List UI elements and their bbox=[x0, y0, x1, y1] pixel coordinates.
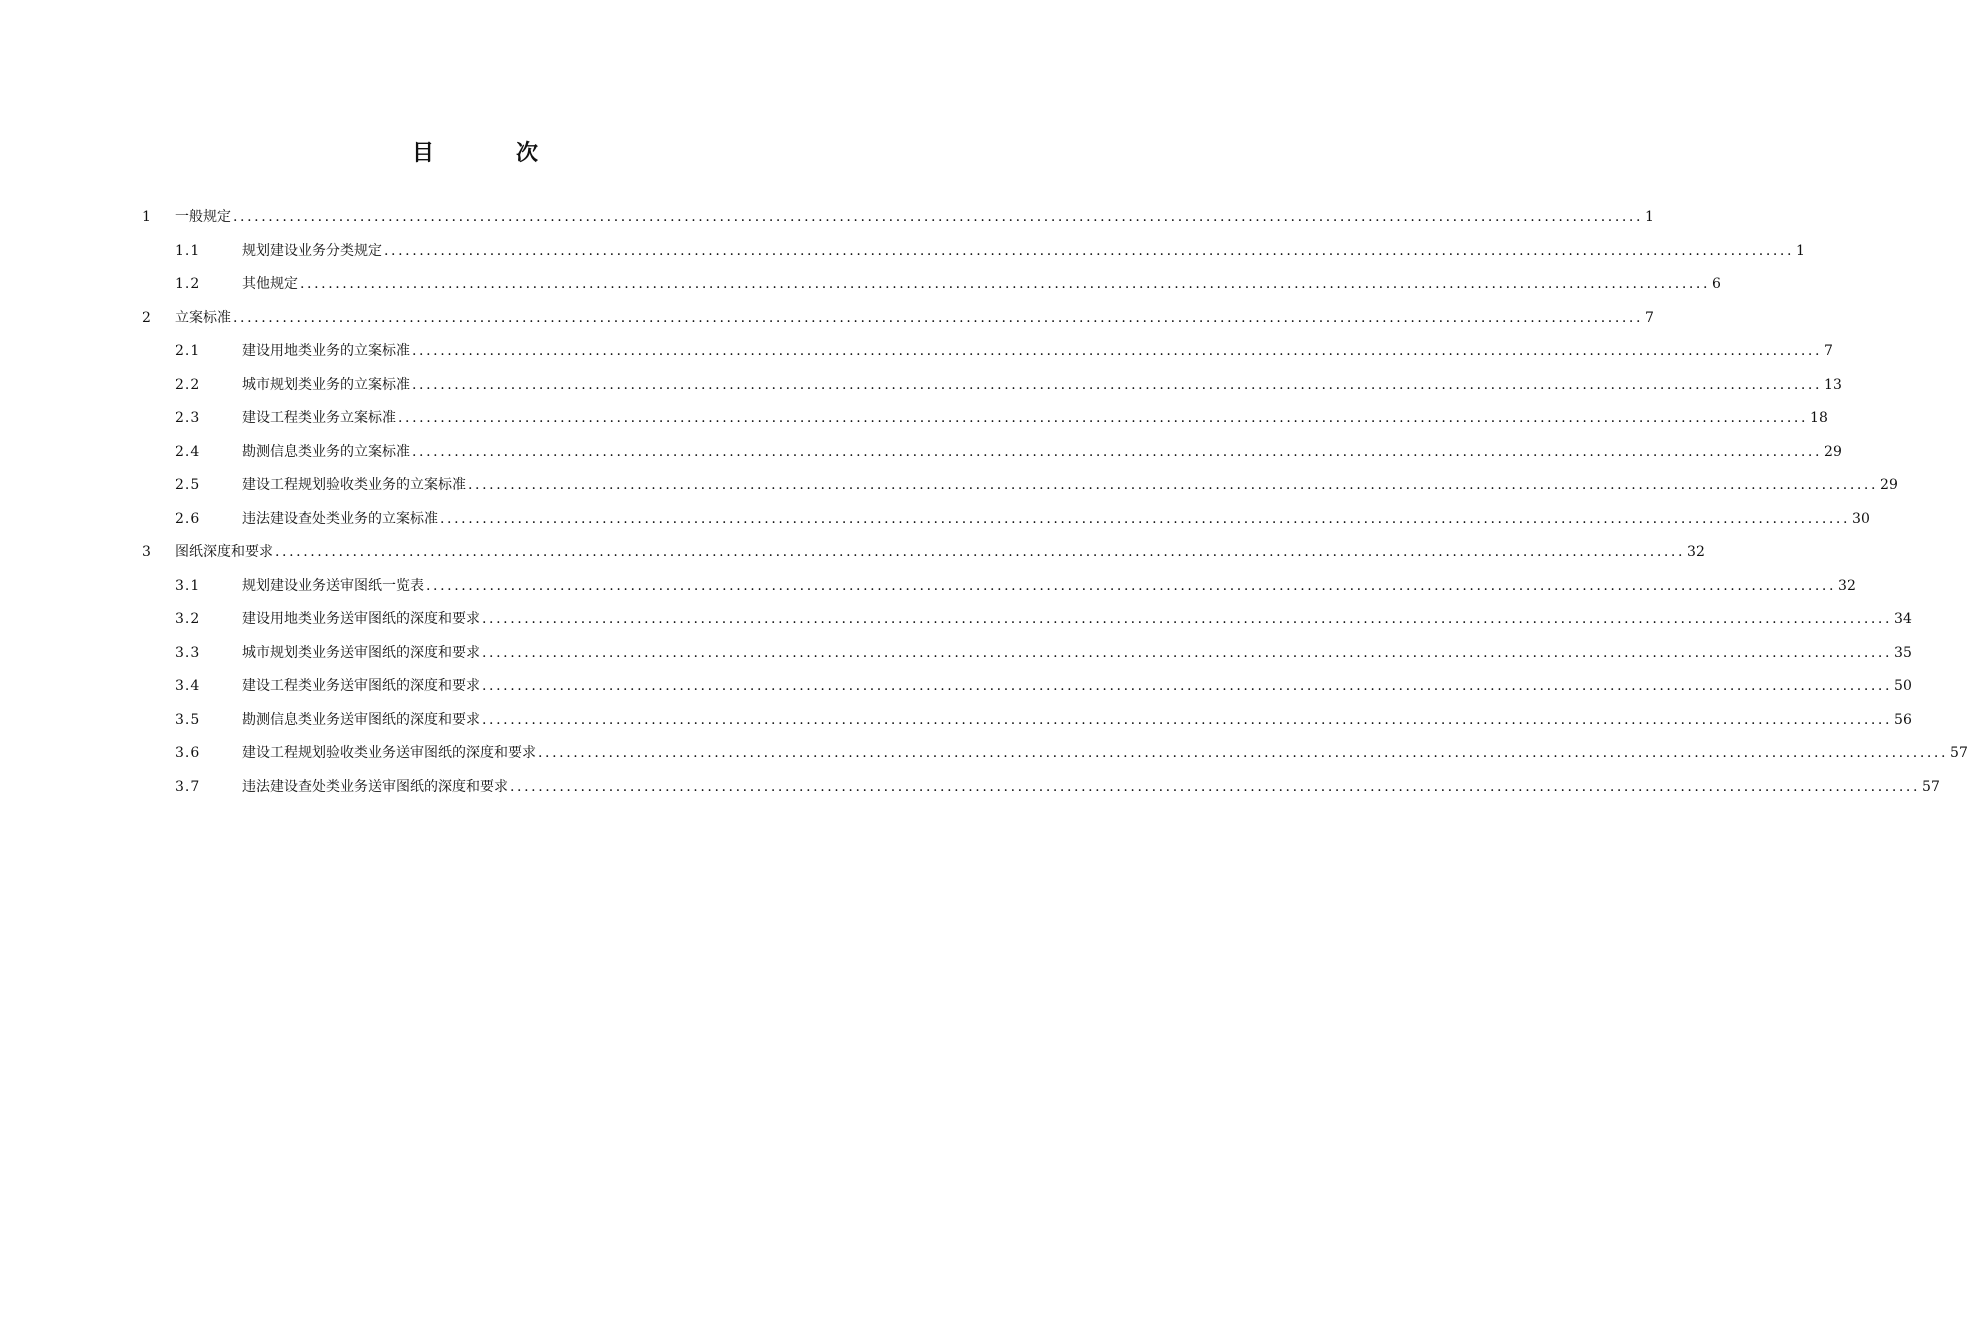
toc-entry-title: 违法建设查处类业务送审图纸的深度和要求 bbox=[242, 778, 508, 795]
toc-entry[interactable] bbox=[0, 340, 1833, 362]
toc-entry-number: 3.3 bbox=[175, 644, 201, 661]
toc-entry[interactable] bbox=[0, 374, 1842, 396]
toc-entry-page: 32 bbox=[1838, 577, 1856, 594]
toc-entry[interactable] bbox=[0, 575, 1856, 597]
toc-entry-title: 规划建设业务分类规定 bbox=[242, 242, 382, 259]
toc-leader-dots: ........................................................................................................................................................................................................ bbox=[412, 443, 1823, 460]
toc-entry-number: 2.6 bbox=[175, 510, 201, 527]
toc-leader-dots: ........................................................................................................................................................................................................ bbox=[412, 376, 1823, 393]
toc-entry-number: 3.1 bbox=[175, 577, 201, 594]
toc-entry-line bbox=[242, 575, 1856, 597]
toc-entry[interactable] bbox=[0, 240, 1805, 262]
toc-entry-number: 2.1 bbox=[175, 343, 201, 359]
toc-entry-title: 城市规划类业务的立案标准 bbox=[242, 376, 410, 393]
toc-leader-dots: ........................................................................................................................................................................................................ bbox=[482, 678, 1893, 694]
toc-entry[interactable] bbox=[0, 474, 1898, 496]
toc-entry-page: 32 bbox=[1687, 544, 1705, 560]
toc-entry-number: 2 bbox=[142, 309, 151, 326]
toc-entry-page: 30 bbox=[1852, 510, 1870, 527]
page-title: 目 次 bbox=[411, 140, 568, 166]
toc-entry-title: 勘测信息类业务的立案标准 bbox=[242, 443, 410, 460]
toc-entry-line bbox=[242, 709, 1912, 731]
toc-entry-line bbox=[175, 541, 1705, 563]
toc-entry-number: 1 bbox=[142, 209, 151, 225]
toc-leader-dots: ........................................................................................................................................................................................................ bbox=[233, 309, 1644, 326]
toc-leader-dots: ........................................................................................................................................................................................................ bbox=[510, 778, 1921, 795]
toc-entry-page: 56 bbox=[1894, 711, 1912, 728]
toc-entry-title: 勘测信息类业务送审图纸的深度和要求 bbox=[242, 711, 480, 728]
toc-entry-number: 2.4 bbox=[175, 443, 201, 460]
toc-entry-page: 1 bbox=[1645, 209, 1654, 225]
toc-entry-title: 城市规划类业务送审图纸的深度和要求 bbox=[242, 644, 480, 661]
toc-entry[interactable] bbox=[0, 642, 1912, 664]
toc-entry-number: 3.5 bbox=[175, 711, 201, 728]
toc-entry-page: 7 bbox=[1645, 309, 1654, 326]
toc-entry-line bbox=[242, 474, 1898, 496]
toc-entry-line bbox=[242, 374, 1842, 396]
toc-entry-title: 建设工程规划验收类业务送审图纸的深度和要求 bbox=[242, 745, 536, 761]
toc-entry-page: 35 bbox=[1894, 644, 1912, 661]
toc-entry-number: 3.7 bbox=[175, 778, 201, 795]
toc-entry-page: 50 bbox=[1894, 678, 1912, 694]
toc-entry-title: 其他规定 bbox=[242, 276, 298, 292]
toc-entry-line bbox=[242, 273, 1721, 295]
toc-entry-number: 2.2 bbox=[175, 376, 201, 393]
toc-entry-number: 3 bbox=[142, 544, 151, 560]
toc-leader-dots: ........................................................................................................................................................................................................ bbox=[482, 644, 1893, 661]
toc-entry[interactable] bbox=[0, 441, 1842, 463]
toc-entry-page: 7 bbox=[1824, 343, 1833, 359]
toc-entry-line bbox=[242, 675, 1912, 697]
toc-leader-dots: ........................................................................................................................................................................................................ bbox=[538, 745, 1949, 761]
toc-entry-line bbox=[242, 240, 1805, 262]
toc-leader-dots: ........................................................................................................................................................................................................ bbox=[482, 611, 1893, 627]
toc-entry-page: 18 bbox=[1810, 410, 1828, 426]
toc-entry[interactable] bbox=[0, 407, 1828, 429]
toc-entry[interactable] bbox=[0, 206, 1654, 228]
toc-entry[interactable] bbox=[0, 675, 1912, 697]
toc-entry-title: 建设工程类业务立案标准 bbox=[242, 410, 396, 426]
toc-entry-page: 57 bbox=[1950, 745, 1968, 761]
toc-leader-dots: ........................................................................................................................................................................................................ bbox=[275, 544, 1686, 560]
toc-entry[interactable] bbox=[0, 508, 1870, 530]
toc-leader-dots: ........................................................................................................................................................................................................ bbox=[300, 276, 1711, 292]
toc-entry-number: 3.2 bbox=[175, 611, 201, 627]
toc-entry[interactable] bbox=[0, 541, 1705, 563]
toc-entry[interactable] bbox=[0, 709, 1912, 731]
toc-entry-line bbox=[242, 776, 1940, 798]
toc-entry-page: 29 bbox=[1880, 477, 1898, 493]
toc-entry[interactable] bbox=[0, 273, 1721, 295]
toc-entry-page: 13 bbox=[1824, 376, 1842, 393]
toc-entry[interactable] bbox=[0, 742, 1968, 764]
toc-entry-line bbox=[242, 742, 1968, 764]
toc-leader-dots: ........................................................................................................................................................................................................ bbox=[233, 209, 1644, 225]
toc-entry-title: 一般规定 bbox=[175, 209, 231, 225]
toc-leader-dots: ........................................................................................................................................................................................................ bbox=[398, 410, 1809, 426]
toc-entry-line bbox=[242, 340, 1833, 362]
toc-entry[interactable] bbox=[0, 776, 1940, 798]
toc-entry-line bbox=[242, 642, 1912, 664]
toc-entry-title: 建设工程类业务送审图纸的深度和要求 bbox=[242, 678, 480, 694]
toc-leader-dots: ........................................................................................................................................................................................................ bbox=[426, 577, 1837, 594]
toc-entry-title: 规划建设业务送审图纸一览表 bbox=[242, 577, 424, 594]
toc-entry-number: 3.4 bbox=[175, 678, 201, 694]
toc-entry-page: 57 bbox=[1922, 778, 1940, 795]
toc-entry-page: 29 bbox=[1824, 443, 1842, 460]
toc-leader-dots: ........................................................................................................................................................................................................ bbox=[482, 711, 1893, 728]
toc-entry-title: 违法建设查处类业务的立案标准 bbox=[242, 510, 438, 527]
toc-entry-line bbox=[175, 206, 1654, 228]
toc-leader-dots: ........................................................................................................................................................................................................ bbox=[440, 510, 1851, 527]
toc-entry-line bbox=[242, 508, 1870, 530]
toc-entry-number: 2.3 bbox=[175, 410, 201, 426]
toc-entry-line bbox=[242, 608, 1912, 630]
toc-entry-line bbox=[242, 407, 1828, 429]
toc-entry[interactable] bbox=[0, 307, 1654, 329]
toc-leader-dots: ........................................................................................................................................................................................................ bbox=[468, 477, 1879, 493]
toc-entry-number: 1.1 bbox=[175, 242, 201, 259]
toc-leader-dots: ........................................................................................................................................................................................................ bbox=[412, 343, 1823, 359]
toc-entry-page: 6 bbox=[1712, 276, 1721, 292]
toc-entry[interactable] bbox=[0, 608, 1912, 630]
toc-entry-title: 建设用地类业务送审图纸的深度和要求 bbox=[242, 611, 480, 627]
toc-entry-number: 1.2 bbox=[175, 276, 201, 292]
toc-entry-number: 3.6 bbox=[175, 745, 201, 761]
toc-entry-title: 建设用地类业务的立案标准 bbox=[242, 343, 410, 359]
toc-leader-dots: ........................................................................................................................................................................................................ bbox=[384, 242, 1795, 259]
toc-entry-page: 34 bbox=[1894, 611, 1912, 627]
toc-entry-line bbox=[175, 307, 1654, 329]
toc-entry-number: 2.5 bbox=[175, 477, 201, 493]
toc-entry-title: 图纸深度和要求 bbox=[175, 544, 273, 560]
toc-entry-title: 立案标准 bbox=[175, 309, 231, 326]
toc-entry-page: 1 bbox=[1796, 242, 1805, 259]
toc-entry-line bbox=[242, 441, 1842, 463]
toc-entry-title: 建设工程规划验收类业务的立案标准 bbox=[242, 477, 466, 493]
